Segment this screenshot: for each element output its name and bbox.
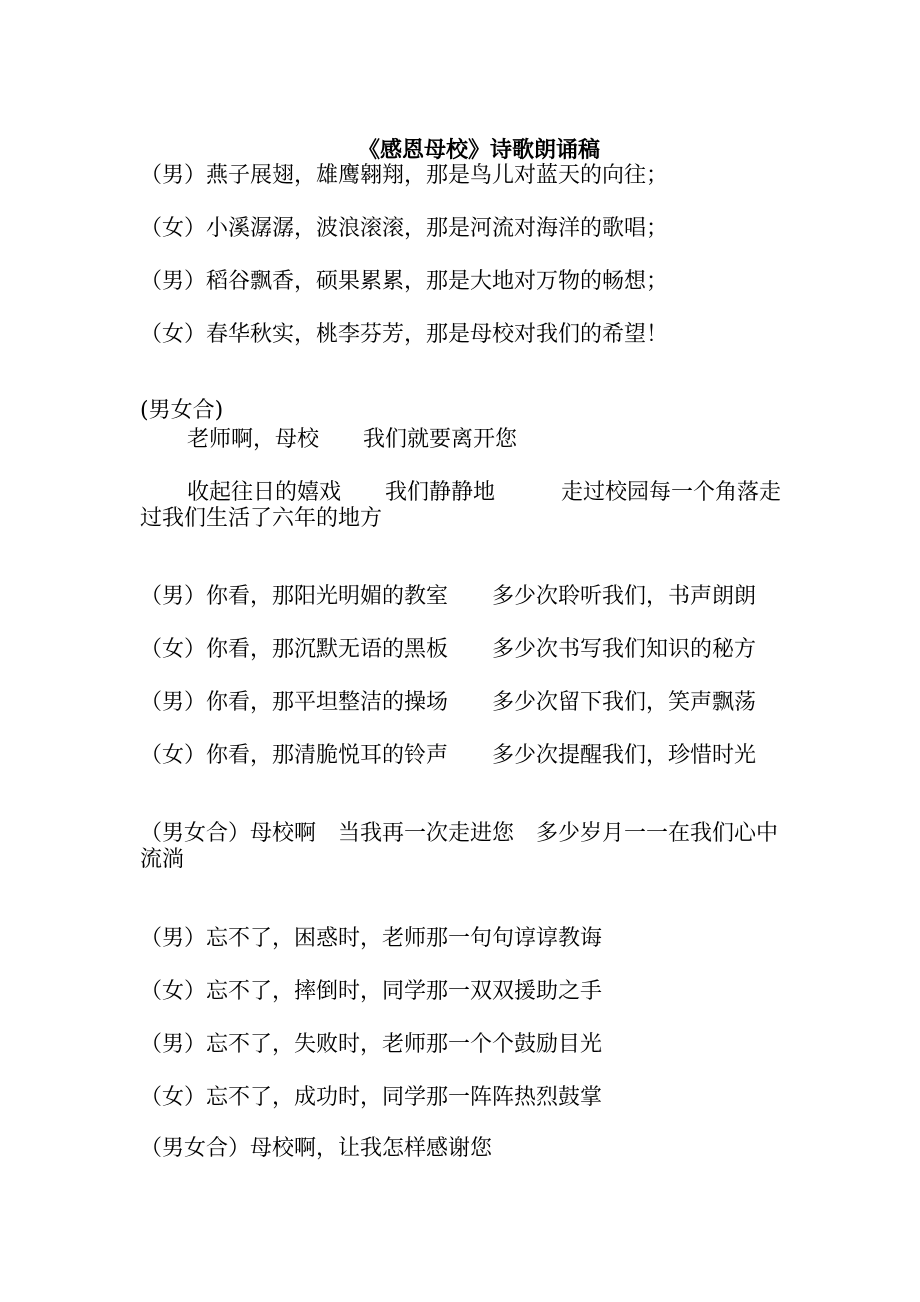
stanza2-line-1: （男）你看，那阳光明媚的教室 多少次聆听我们，书声朗朗 [140, 584, 757, 609]
stanza1-line-4: （女）春华秋实，桃李芬芳，那是母校对我们的希望！ [140, 322, 669, 347]
poem-title: 《感恩母校》诗歌朗诵稿 [358, 138, 601, 163]
chorus1-speaker: (男女合) [140, 398, 224, 423]
stanza1-line-1: （男）燕子展翅，雄鹰翱翔，那是鸟儿对蓝天的向往； [140, 163, 669, 188]
stanza2-line-2: （女）你看，那沉默无语的黑板 多少次书写我们知识的秘方 [140, 637, 757, 662]
stanza1-line-3: （男）稻谷飘香，硕果累累，那是大地对万物的畅想； [140, 269, 669, 294]
chorus1-line-2: 收起往日的嬉戏 我们静静地 走过校园每一个角落走过我们生活了六年的地方 [140, 480, 782, 531]
stanza3-line-4: （女）忘不了，成功时，同学那一阵阵热烈鼓掌 [140, 1085, 603, 1110]
stanza1-line-2: （女）小溪潺潺，波浪滚滚，那是河流对海洋的歌唱； [140, 216, 669, 241]
stanza3-line-3: （男）忘不了，失败时，老师那一个个鼓励目光 [140, 1032, 603, 1057]
stanza3-line-1: （男）忘不了，困惑时，老师那一句句谆谆教诲 [140, 926, 603, 951]
stanza2-line-3: （男）你看，那平坦整洁的操场 多少次留下我们，笑声飘荡 [140, 690, 757, 715]
stanza3-line-2: （女）忘不了，摔倒时，同学那一双双援助之手 [140, 979, 603, 1004]
chorus3-line: （男女合）母校啊，让我怎样感谢您 [140, 1136, 493, 1161]
stanza2-line-4: （女）你看，那清脆悦耳的铃声 多少次提醒我们，珍惜时光 [140, 743, 757, 768]
chorus2-line: （男女合）母校啊 当我再一次走进您 多少岁月一一在我们心中流淌 [140, 821, 779, 872]
chorus1-line-1: 老师啊，母校 我们就要离开您 [187, 427, 518, 452]
